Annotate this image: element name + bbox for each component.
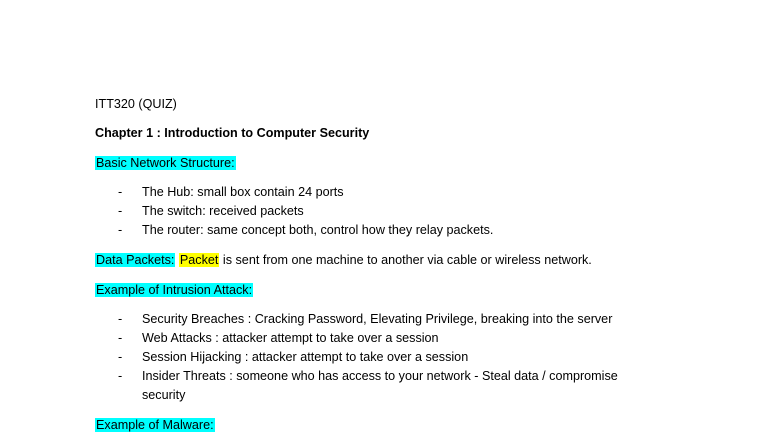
network-heading: Basic Network Structure: bbox=[96, 156, 235, 170]
data-packets-text: is sent from one machine to another via cable or wireless network. bbox=[219, 253, 592, 267]
bullet-marker: - bbox=[118, 204, 123, 218]
packet-highlight: Packet bbox=[179, 253, 219, 267]
intrusion-bullet-breaches: Security Breaches : Cracking Password, Elevating Privilege, breaking into the server bbox=[142, 312, 613, 326]
intrusion-bullet-session-hijacking: Session Hijacking : attacker attempt to take over a session bbox=[142, 350, 469, 364]
malware-heading-line bbox=[95, 417, 215, 433]
network-heading-line bbox=[95, 155, 236, 171]
data-packets-line bbox=[95, 252, 592, 268]
bullet-marker: - bbox=[118, 331, 123, 345]
chapter-title: Chapter 1 : Introduction to Computer Security bbox=[95, 126, 370, 140]
intrusion-bullet-web-attacks: Web Attacks : attacker attempt to take over a session bbox=[142, 331, 439, 345]
data-packets-label: Data Packets: bbox=[96, 253, 175, 267]
intrusion-bullet-insider-threats: Insider Threats : someone who has access to your network - Steal data / compromise bbox=[142, 369, 618, 383]
bullet-marker: - bbox=[118, 185, 123, 199]
intrusion-bullet-insider-threats-cont: security bbox=[142, 388, 186, 402]
intrusion-heading-line bbox=[95, 282, 253, 298]
network-bullet-hub: The Hub: small box contain 24 ports bbox=[142, 185, 344, 199]
bullet-marker: - bbox=[118, 312, 123, 326]
quiz-title: ITT320 (QUIZ) bbox=[95, 97, 177, 111]
bullet-marker: - bbox=[118, 350, 123, 364]
network-bullet-switch: The switch: received packets bbox=[142, 204, 304, 218]
bullet-marker: - bbox=[118, 369, 123, 383]
intrusion-heading: Example of Intrusion Attack: bbox=[96, 283, 253, 297]
malware-heading: Example of Malware: bbox=[96, 418, 214, 432]
network-bullet-router: The router: same concept both, control how they relay packets. bbox=[142, 223, 494, 237]
bullet-marker: - bbox=[118, 223, 123, 237]
